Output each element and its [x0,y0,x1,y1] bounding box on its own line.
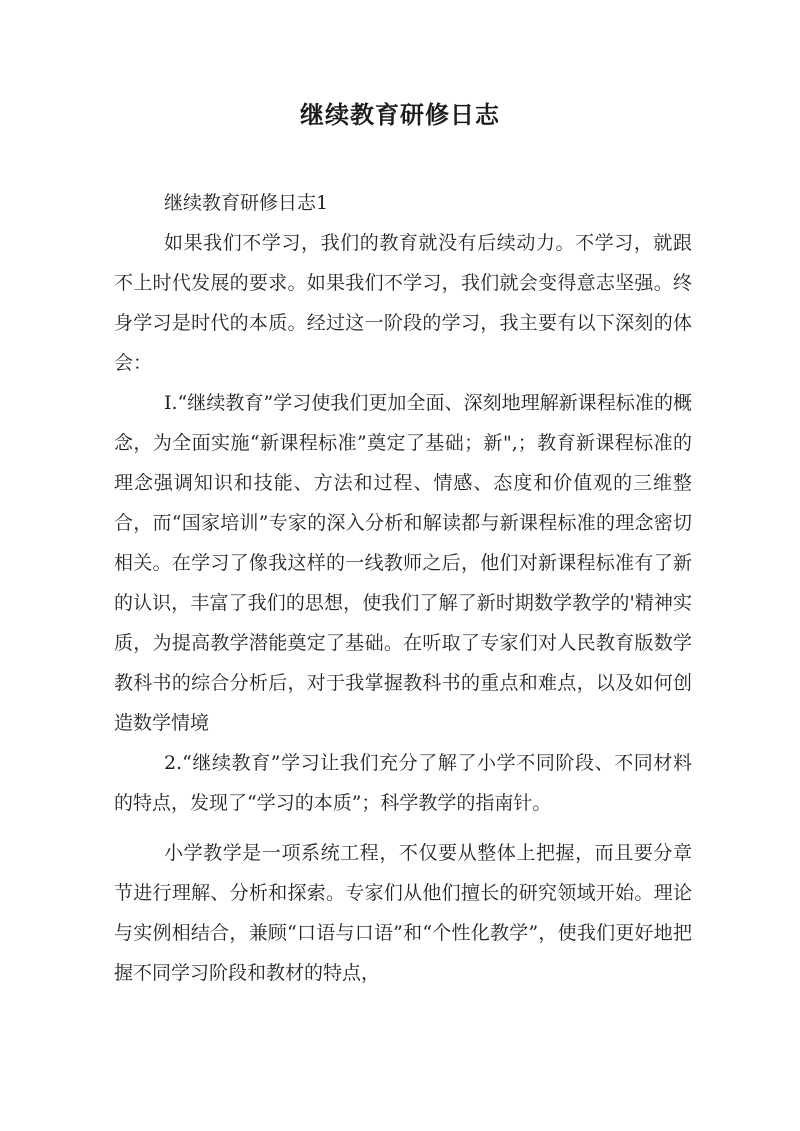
paragraph: I.“继续教育”学习使我们更加全面、深刻地理解新课程标准的概念，为全面实施“新课程标准”奠定了基础；新",；教育新课程标准的理念强调知识和技能、方法和过程、情感、态度和价值观的三维整合，而“国家培训”专家的深入分析和解读都与新课程标准的理念密切相关。在学习了像我这样的一线教师之后，他们对新课程标准有了新的认识，丰富了我们的思想，使我们了解了新时期数学教学的'精神实质，为提高教学潜能奠定了基础。在听取了专家们对人民教育版数学教科书的综合分析后，对于我掌握教科书的重点和难点，以及如何创造数学情境 [114,392,692,734]
paragraph: 2.“继续教育”学习让我们充分了解了小学不同阶段、不同材料的特点，发现了“学习的本质”；科学教学的指南针。 [114,752,692,814]
document-title: 继续教育研修日志 [300,101,500,129]
paragraph: 如果我们不学习，我们的教育就没有后续动力。不学习，就跟不上时代发展的要求。如果我们不学习，我们就会变得意志坚强。终身学习是时代的本质。经过这一阶段的学习，我主要有以下深刻的体会： [114,232,692,374]
document-subheading: 继续教育研修日志1 [164,192,329,214]
paragraph: 小学教学是一项系统工程，不仅要从整体上把握，而且要分章节进行理解、分析和探索。专家们从他们擅长的研究领域开始。理论与实例相结合，兼顾“口语与口语”和“个性化教学”，使我们更好地把握不同学习阶段和教材的特点， [114,842,692,984]
document-body [114,183,692,993]
